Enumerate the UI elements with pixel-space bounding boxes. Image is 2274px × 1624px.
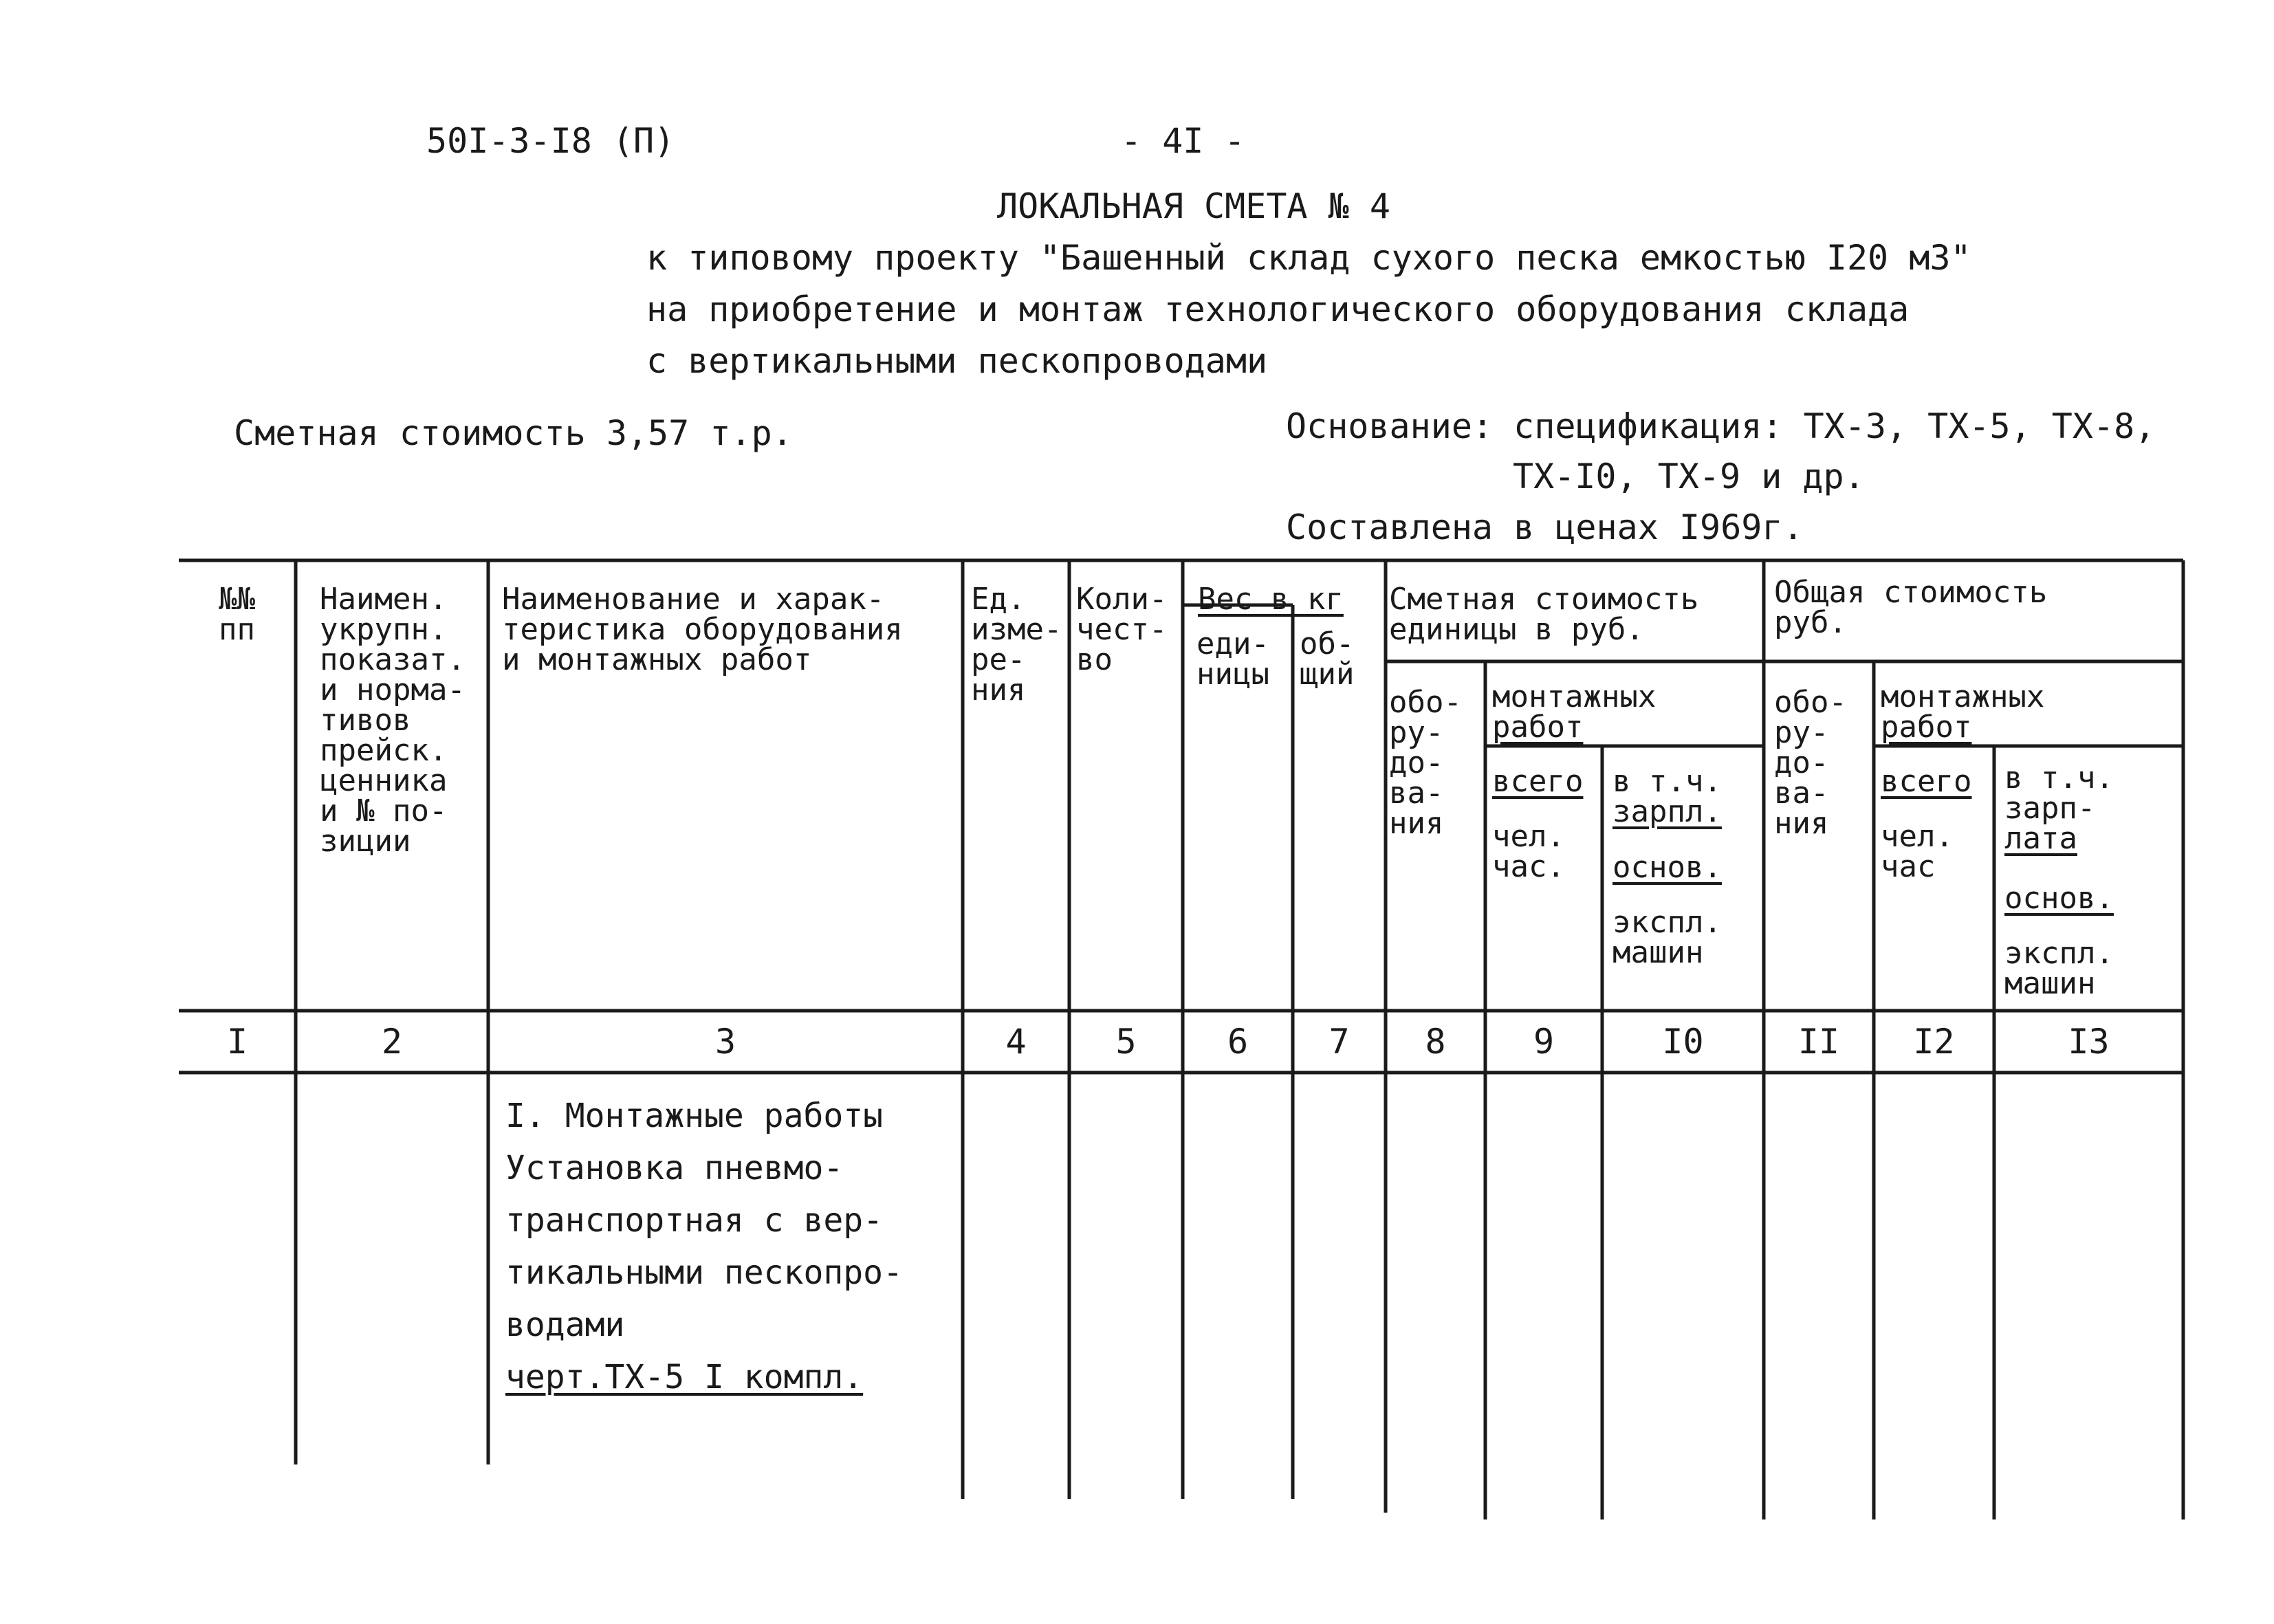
total-cost-equipment-header: обо- ру- до- ва- ния xyxy=(1774,685,1847,841)
column-number-2: 2 xyxy=(381,1022,403,1062)
column-number-5: 5 xyxy=(1115,1022,1137,1062)
column-number-13: I3 xyxy=(2068,1022,2110,1062)
prices-note: Составлена в ценах I969г. xyxy=(1286,507,1804,547)
column-number-11: II xyxy=(1797,1022,1840,1062)
col2-header: Наимен. укрупн. показат. и норма- тивов прейск. ценника и № по- зиции xyxy=(320,582,466,859)
column-number-3: 3 xyxy=(714,1022,736,1062)
subtitle-line-3: с вертикальными пескопроводами xyxy=(646,341,1268,381)
column-number-10: I0 xyxy=(1662,1022,1704,1062)
unit-cost-base-header: основ. xyxy=(1612,850,1722,885)
total-cost-machines-header: экспл. машин xyxy=(2004,936,2114,1001)
unit-cost-group-header: Сметная стоимость единицы в руб. xyxy=(1389,582,1699,647)
weight-total-header: об- щий xyxy=(1300,626,1355,692)
total-cost-mounting-header: монтажных работ xyxy=(1881,679,2045,745)
estimate-title: ЛОКАЛЬНАЯ СМЕТА № 4 xyxy=(997,186,1390,226)
column-number-9: 9 xyxy=(1533,1022,1555,1062)
unit-cost-machines-header: экспл. машин xyxy=(1612,905,1722,970)
estimated-cost: Сметная стоимость 3,57 т.р. xyxy=(234,413,793,453)
page-number: - 4I - xyxy=(1121,121,1245,161)
unit-cost-total-header: всего xyxy=(1492,764,1584,799)
col4-header: Ед. изме- ре- ния xyxy=(971,582,1062,707)
col1-header: №№ пп xyxy=(219,582,255,647)
row1-description: I. Монтажные работы Установка пневмо- транспортная с вер- тикальными пескопро- водами черт.ТХ-5 I компл. xyxy=(505,1097,903,1396)
basis-line-1: Основание: спецификация: ТХ-3, ТХ-5, ТХ-8, xyxy=(1286,406,2156,446)
column-number-8: 8 xyxy=(1425,1022,1446,1062)
total-cost-group-header: Общая стоимость руб. xyxy=(1774,575,2048,640)
col3-header: Наименование и харак- теристика оборудования и монтажных работ xyxy=(502,582,903,677)
column-number-6: 6 xyxy=(1227,1022,1249,1062)
column-number-4: 4 xyxy=(1005,1022,1027,1062)
basis-line-2: ТХ-I0, ТХ-9 и др. xyxy=(1513,457,1865,496)
subtitle-line-2: на приобретение и монтаж технологического оборудования склада xyxy=(646,289,1910,329)
unit-cost-equipment-header: обо- ру- до- ва- ния xyxy=(1389,685,1462,841)
column-number-1: I xyxy=(226,1022,248,1062)
weight-group-header: Вес в кг xyxy=(1198,582,1344,617)
unit-cost-wages-header: в т.ч. зарпл. xyxy=(1612,764,1722,829)
total-cost-wages-header: в т.ч. зарп- лата xyxy=(2004,760,2114,856)
document-code: 50I-3-I8 (П) xyxy=(426,121,675,161)
section-heading: I. Монтажные работы xyxy=(505,1097,884,1135)
weight-unit-header: еди- ницы xyxy=(1196,626,1269,692)
subtitle-line-1: к типовому проекту "Башенный склад сухого песка емкостью I20 м3" xyxy=(646,238,1971,278)
drawing-reference: черт.ТХ-5 I компл. xyxy=(505,1358,864,1396)
col5-header: Коли- чест- во xyxy=(1076,582,1168,677)
total-cost-total-header: всего xyxy=(1881,764,1972,799)
total-cost-base-header: основ. xyxy=(2004,881,2114,916)
column-number-12: I2 xyxy=(1913,1022,1955,1062)
unit-cost-mounting-header: монтажных работ xyxy=(1492,679,1657,745)
total-cost-manhours-header: чел. час xyxy=(1881,819,1954,884)
column-number-7: 7 xyxy=(1329,1022,1350,1062)
unit-cost-manhours-header: чел. час. xyxy=(1492,819,1565,884)
